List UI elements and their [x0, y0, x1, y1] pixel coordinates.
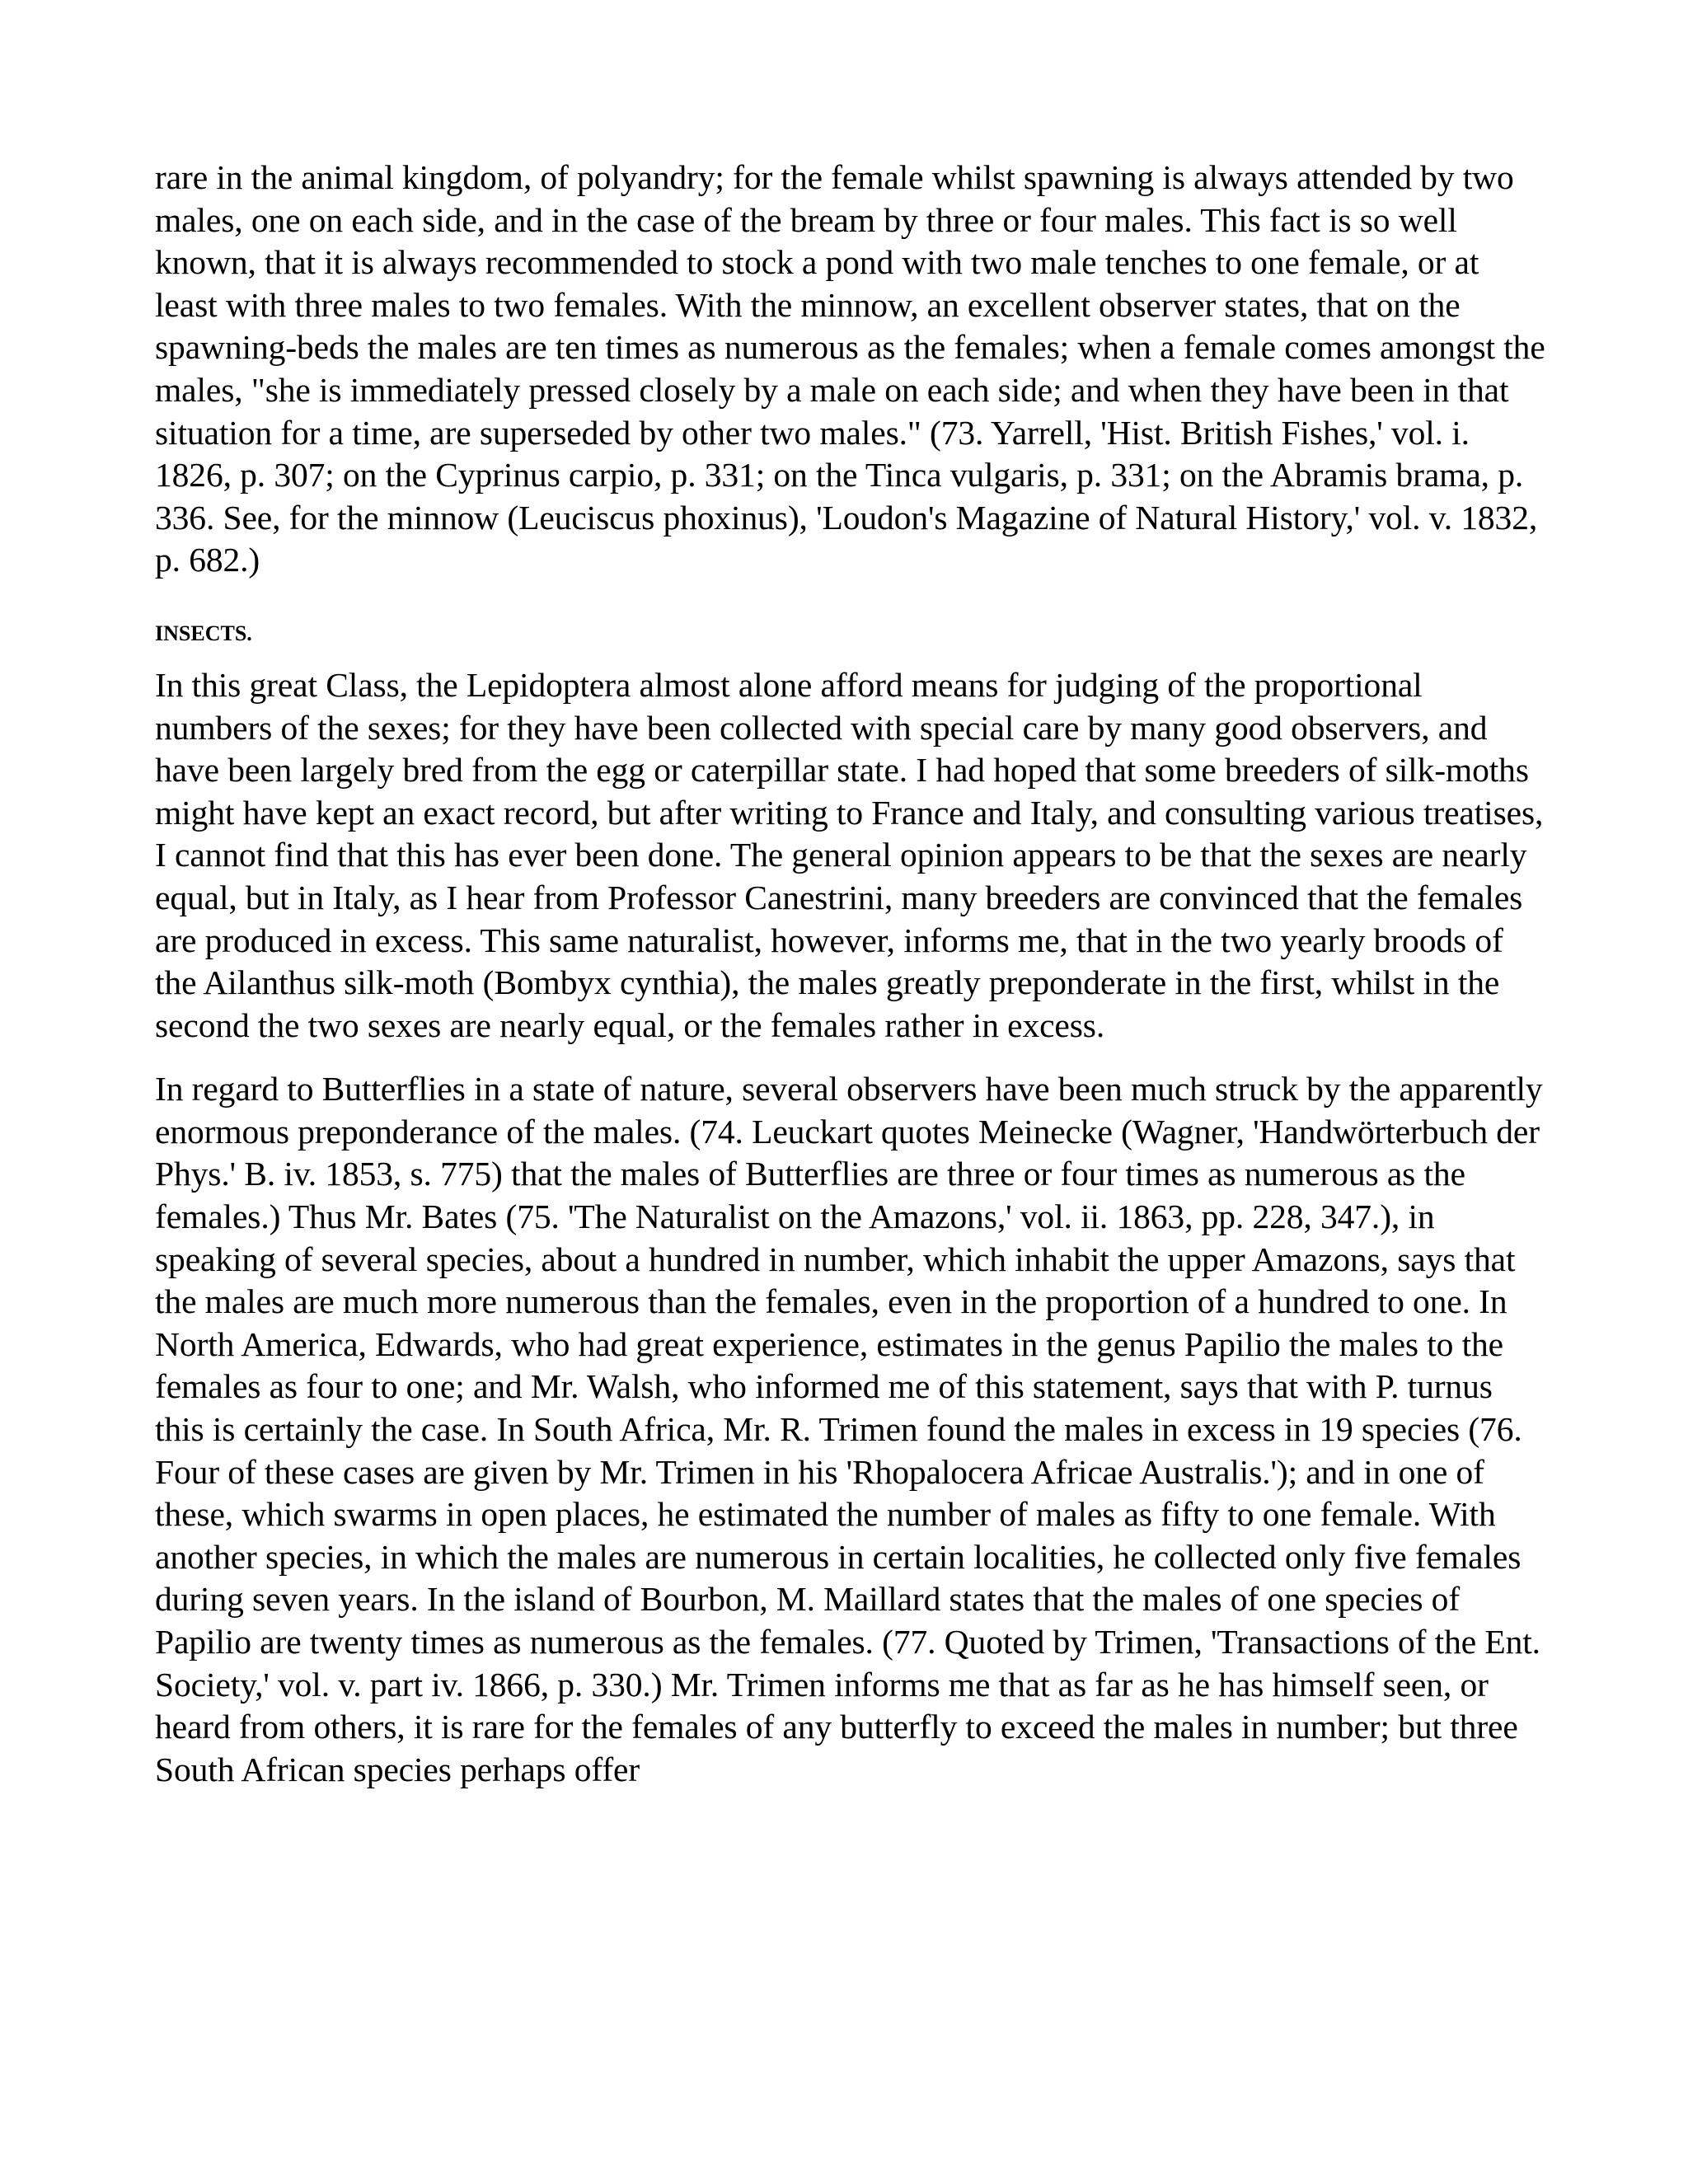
section-heading-insects: INSECTS. [155, 621, 252, 645]
paragraph-butterflies-males: In regard to Butterflies in a state of nature, several observers have been much struck by the apparently enormous preponderance of the males. (74. Leuckart quotes Meinecke (Wagner, 'Handwörterbuch der Phys.' B. iv. 1853, s. 775) that the males of Butterflies are three or four times as numerous as the females.) Thus Mr. Bates (75. 'The Naturalist on the Amazons,' vol. ii. 1863, pp. 228, 347.), in speaking of several species, about a hundred in number, which inhabit the upper Amazons, says that the males are much more numerous than the females, even in the proportion of a hundred to one. In North America, Edwards, who had great experience, estimates in the genus Papilio the males to the females as four to one; and Mr. Walsh, who informed me of this statement, says that with P. turnus this is certainly the case. In South Africa, Mr. R. Trimen found the males in excess in 19 species (76. Four of these cases are given by Mr. Trimen in his 'Rhopalocera Africae Australis.'); and in one of these, which swarms in open places, he estimated the number of males as fifty to one female. With another species, in which the males are numerous in certain localities, he collected only five females during seven years. In the island of Bourbon, M. Maillard states that the males of one species of Papilio are twenty times as numerous as the females. (77. Quoted by Trimen, 'Transactions of the Ent. Society,' vol. v. part iv. 1866, p. 330.) Mr. Trimen informs me that as far as he has himself seen, or heard from others, it is rare for the females of any butterfly to exceed the males in number; but three South African species perhaps offer [155, 1070, 1543, 1788]
paragraph-polyandry-fishes: rare in the animal kingdom, of polyandry; for the female whilst spawning is always attended by two males, one on each side, and in the case of the bream by three or four males. This fact is so well known, that it is always recommended to stock a pond with two male tenches to one female, or at least with three males to two females. With the minnow, an excellent observer states, that on the spawning-beds the males are ten times as numerous as the females; when a female comes amongst the males, "she is immediately pressed closely by a male on each side; and when they have been in that situation for a time, are superseded by other two males." (73. Yarrell, 'Hist. British Fishes,' vol. i. 1826, p. 307; on the Cyprinus carpio, p. 331; on the Tinca vulgaris, p. 331; on the Abramis brama, p. 336. See, for the minnow (Leuciscus phoxinus), 'Loudon's Magazine of Natural History,' vol. v. 1832, p. 682.) [155, 158, 1545, 579]
document-page [155, 157, 1548, 1791]
paragraph-lepidoptera-sexes: In this great Class, the Lepidoptera almost alone afford means for judging of the proportional numbers of the sexes; for they have been collected with special care by many good observers, and have been largely bred from the egg or caterpillar state. I had hoped that some breeders of silk-moths might have kept an exact record, but after writing to France and Italy, and consulting various treatises, I cannot find that this has ever been done. The general opinion appears to be that the sexes are nearly equal, but in Italy, as I hear from Professor Canestrini, many breeders are convinced that the females are produced in excess. This same naturalist, however, informs me, that in the two yearly broods of the Ailanthus silk-moth (Bombyx cynthia), the males greatly preponderate in the first, whilst in the second the two sexes are nearly equal, or the females rather in excess. [155, 665, 1544, 1044]
